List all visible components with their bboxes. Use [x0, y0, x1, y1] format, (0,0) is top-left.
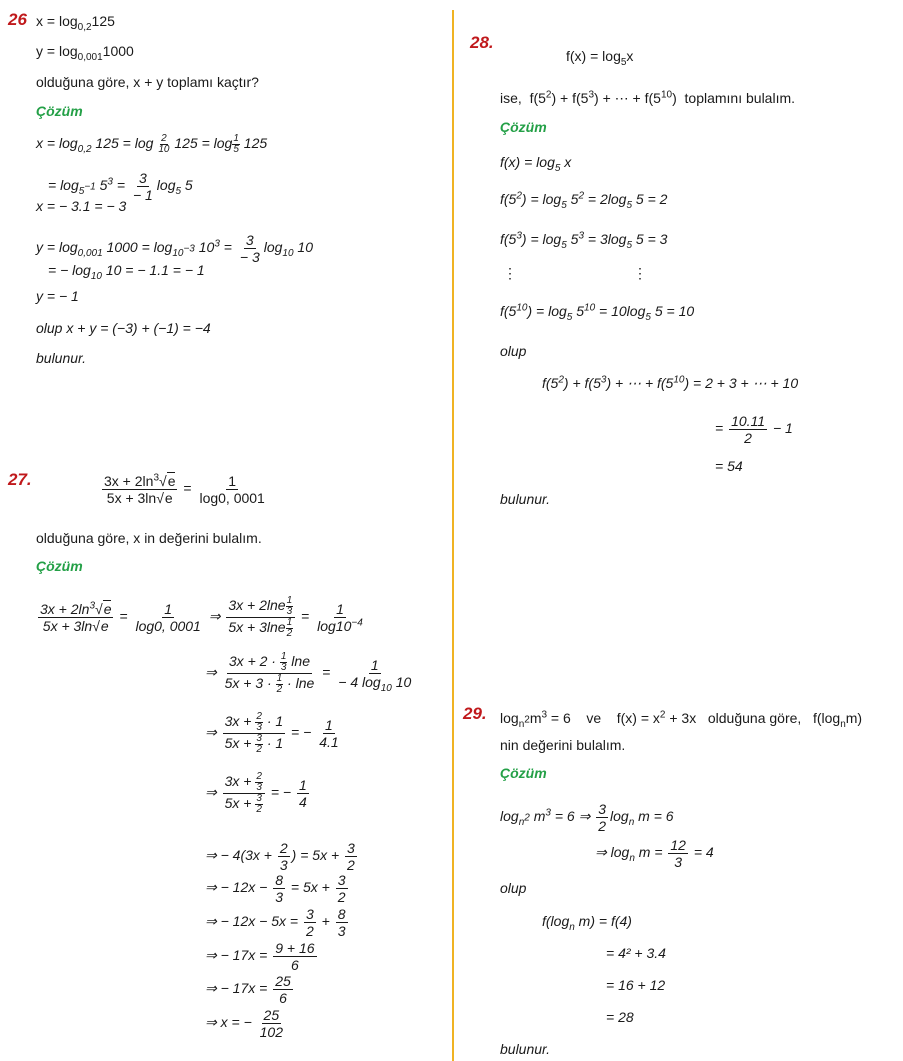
solution-step: ⇒ − 17x = $\frac{9 + 16}{6}$ — [205, 940, 315, 973]
solution-step: ⇒ − 12x − $\frac{8}{3}$ = 5x + $\frac{3}{2}$ — [205, 872, 346, 905]
solution-step: y = − 1 — [36, 288, 79, 304]
solution-step: $x = \log_{0,2} 125 = \log$ $\frac{2}{10}$ 125 = log $\frac{1}{5}$ 125 — [36, 133, 268, 155]
solution-step: = $\log_{5^{-1}} 5^3$ = $\frac{3}{- 1}$ $\log_5 5$ — [48, 170, 193, 203]
solution-step: $f(5^{10}) = \log_5 5^{10} = 10\log_5$ 5 = 10 — [500, 302, 695, 323]
solution-step: $f(5^2) = \log_5 5^2 = 2\log_5$ 5 = 2 — [500, 190, 668, 211]
problem-number: 28. — [470, 33, 494, 52]
solution-step: = 28 — [606, 1009, 634, 1025]
conclusion: bulunur. — [500, 491, 551, 507]
given-y: $y = \log_{0,001}1000$ — [36, 43, 134, 63]
column-divider — [452, 10, 454, 1061]
solution-step: ⇒ − 17x = $\frac{25}{6}$ — [205, 973, 291, 1006]
solution-step: ⇒ $\log_n m$ = $\frac{12}{3}$ = 4 — [595, 837, 714, 870]
solution-label: Çözüm — [36, 103, 83, 119]
solution-step: ⇒ x = − $\frac{25}{102}$ — [205, 1007, 283, 1040]
question: olduğuna göre, x + y toplamı kaçtır? — [36, 74, 259, 90]
solution-step: $\log_{n^2} m^3 = 6$ ⇒ $\frac{3}{2}$ $\log_n m = 6$ — [500, 801, 674, 834]
vertical-ellipsis: ⋮ — [503, 265, 517, 281]
solution-step: $f(5^2) + f(5^3)$ + ⋯ + $f(5^{10}) = 2 + 3$ + ⋯ + 10 — [542, 374, 799, 391]
solution-step: olup x + y = (−3) + (−1) = −4 — [36, 320, 211, 336]
solution-step: $y = \log_{0,001} 1000 = \log_{10^{-3}} 10^3$ = $\frac{3}{- 3}$ $\log_{10} 10$ — [36, 232, 314, 265]
solution-step: ⇒ − 4(3x + $\frac{2}{3}$ ) = 5x + $\frac{3}{2}$ — [205, 840, 355, 873]
conclusion: bulunur. — [36, 350, 87, 366]
solution-step: = 54 — [715, 458, 743, 474]
solution-step: ⇒ 3x + $\frac{2}{3}$ · 1 5x + $\frac{3}{2}$ · 1 = − $\frac{1}{4.1}$ — [205, 711, 339, 755]
solution-step: $\frac{3x + 2\ln^3√e}{5x + 3\ln√e}$ = $\frac{1}{\log 0, 0001}$ ⇒ 3x + 2lne $\frac{1}{3}$ 5x + 3lne $\frac{1}{2}$ = $\frac{1}{\log 10^{-4}}$ — [40, 595, 363, 639]
given-function: $f(x) = \log_5x$ — [566, 48, 634, 68]
question: olduğuna göre, x in değerini bulalım. — [36, 530, 262, 546]
question: ise, $f(5^2) + f(5^3)$ + ⋯ + $f(5^{10})$ toplamını bulalım. — [500, 89, 796, 106]
solution-label: Çözüm — [500, 119, 547, 135]
given-x: $x = \log_{0,2}125$ — [36, 13, 115, 33]
question: nin değerini bulalım. — [500, 737, 626, 753]
vertical-ellipsis: ⋮ — [633, 265, 647, 281]
problem-number: 26 — [8, 10, 27, 29]
solution-step: $f(\log_n$ m) = f(4) — [542, 913, 632, 933]
solution-step: x = − 3.1 = − 3 — [36, 198, 127, 214]
solution-step: $f(x) = \log_5 x$ — [500, 154, 572, 174]
solution-step: = 16 + 12 — [606, 977, 666, 993]
solution-step: ⇒ 3x + 2 · $\frac{1}{3}$ lne 5x + 3 · $\frac{1}{2}$ · lne = $\frac{1}{- 4 \log_{10} 10}$ — [205, 651, 412, 695]
solution-step: = − $\log_{10} 10$ = − 1.1 = − 1 — [48, 262, 205, 282]
problem-number: 27. — [8, 470, 32, 489]
solution-step: ⇒ − 12x − 5x = $\frac{3}{2}$ + $\frac{8}{3}$ — [205, 906, 346, 939]
olup: olup — [500, 343, 527, 359]
olup: olup — [500, 880, 527, 896]
solution-step: = $\frac{10.11}{2}$ − 1 — [715, 413, 793, 446]
solution-step: $f(5^3) = \log_5 5^3 = 3\log_5$ 5 = 3 — [500, 230, 668, 251]
solution-label: Çözüm — [500, 765, 547, 781]
given-equation: $\frac{3x + 2\ln^3√e}{5x + 3\ln√e}$ = $\frac{1}{\log 0, 0001}$ — [104, 472, 265, 506]
solution-label: Çözüm — [36, 558, 83, 574]
problem-number: 29. — [463, 704, 487, 723]
conclusion: bulunur. — [500, 1041, 551, 1057]
given: $\log_{n^2}m^3 = 6$ ve $f(x) = x^2 + 3x$ olduğuna göre, $f(\log_nm)$ — [500, 709, 863, 730]
solution-step: = 4² + 3.4 — [606, 945, 666, 961]
solution-step: ⇒ 3x + $\frac{2}{3}$ 5x + $\frac{3}{2}$ = − $\frac{1}{4}$ — [205, 771, 307, 815]
